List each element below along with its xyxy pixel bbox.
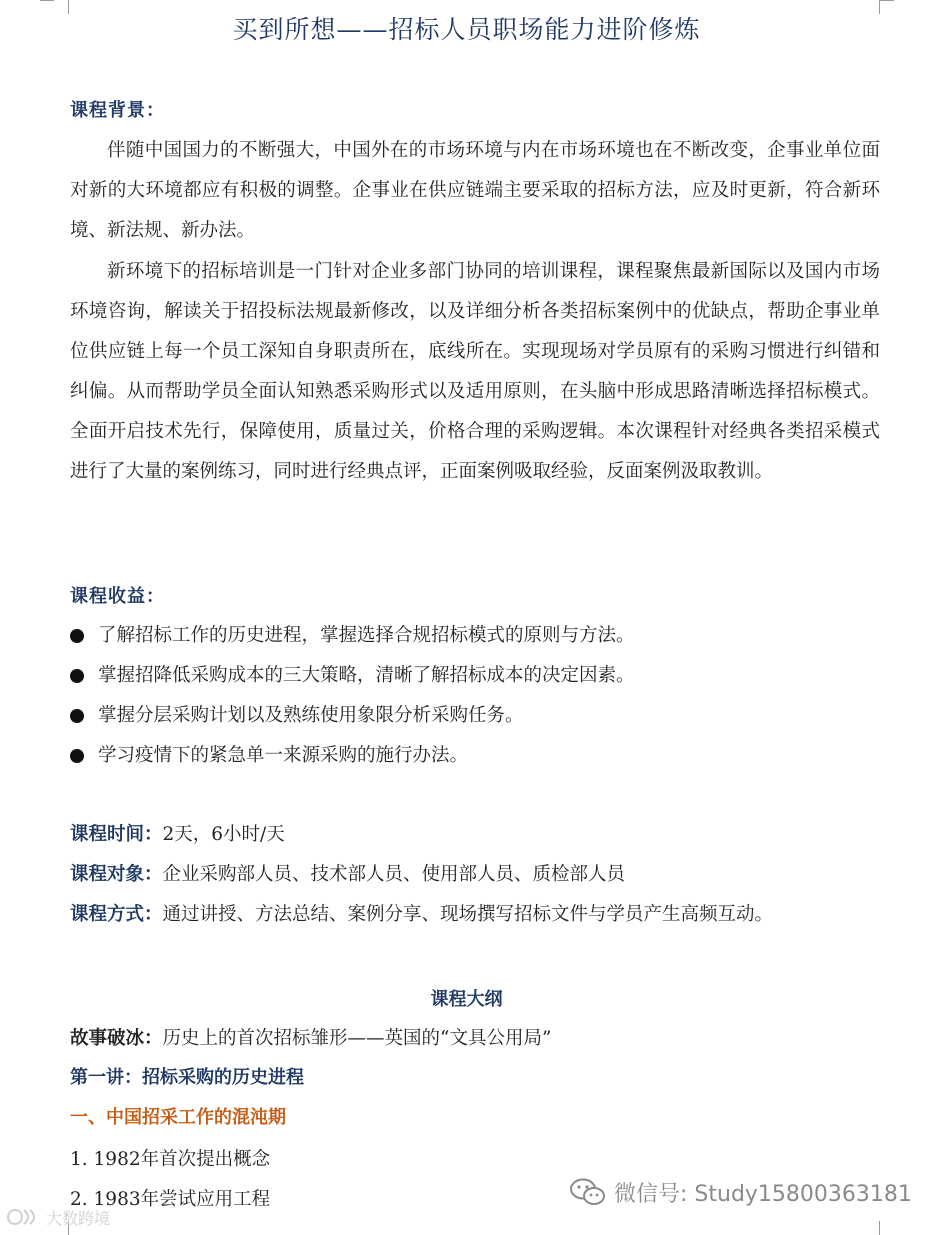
page-corner-mark xyxy=(40,0,54,1)
outline-item: 1. 1982年首次提出概念 xyxy=(70,1149,271,1170)
icebreak-story: 故事破冰：历史上的首次招标雏形——英国的“文具公用局” xyxy=(70,1028,552,1049)
document-title: 买到所想——招标人员职场能力进阶修炼 xyxy=(232,15,701,44)
lecture-1-title: 第一讲：招标采购的历史进程 xyxy=(70,1067,304,1088)
background-paragraph-2: 新环境下的招标培训是一门针对企业多部门协同的培训课程，课程聚焦最新国际以及国内市场环境咨询，解读关于招投标法规最新修改，以及详细分析各类招标案例中的优缺点，帮助企事业单位供应链上每一个员工深知自身职责所在，底线所在。实现现场对学员原有的采购习惯进行纠错和纠偏。从而帮助学员全面认知熟悉采购形式以及适用原则，在头脑中形成思路清晰选择招标模式。全面开启技术先行，保障使用，质量过关，价格合理的采购逻辑。本次课程针对经典各类招采模式进行了大量的案例练习，同时进行经典点评，正面案例吸取经验，反面案例汲取教训。 xyxy=(70,261,880,482)
wechat-watermark: 微信号: Study15800363181 xyxy=(568,1172,912,1212)
list-item: 了解招标工作的历史进程，掌握选择合规招标模式的原则与方法。 xyxy=(70,616,880,656)
outline-title: 课程大纲 xyxy=(430,989,503,1010)
course-time: 课程时间：2天，6小时/天 xyxy=(70,824,285,845)
bullet-icon xyxy=(70,709,84,723)
page-corner-mark xyxy=(879,1221,894,1235)
list-item: 掌握招降低采购成本的三大策略，清晰了解招标成本的决定因素。 xyxy=(70,656,880,696)
wechat-icon xyxy=(568,1177,608,1207)
course-method: 课程方式：通过讲授、方法总结、案例分享、现场撰写招标文件与学员产生高频互动。 xyxy=(70,904,774,925)
list-item: 学习疫情下的紧急单一来源采购的施行办法。 xyxy=(70,736,880,776)
background-heading: 课程背景： xyxy=(70,100,165,121)
section-1-title: 一、中国招采工作的混沌期 xyxy=(70,1107,286,1128)
brand-logo-icon xyxy=(6,1206,42,1228)
course-audience: 课程对象：企业采购部人员、技术部人员、使用部人员、质检部人员 xyxy=(70,864,626,885)
benefits-heading: 课程收益： xyxy=(70,586,165,607)
list-item: 掌握分层采购计划以及熟练使用象限分析采购任务。 xyxy=(70,696,880,736)
background-paragraph-1: 伴随中国国力的不断强大，中国外在的市场环境与内在市场环境也在不断改变，企事业单位面对新的大环境都应有积极的调整。企事业在供应链端主要采取的招标方法，应及时更新，符合新环境、新法规、新办法。 xyxy=(70,140,880,241)
bullet-icon xyxy=(70,749,84,763)
benefits-list xyxy=(70,616,880,776)
outline-item: 2. 1983年尝试应用工程 xyxy=(70,1189,271,1210)
brand-watermark: 大数跨境 xyxy=(6,1204,110,1230)
bullet-icon xyxy=(70,629,84,643)
bullet-icon xyxy=(70,669,84,683)
